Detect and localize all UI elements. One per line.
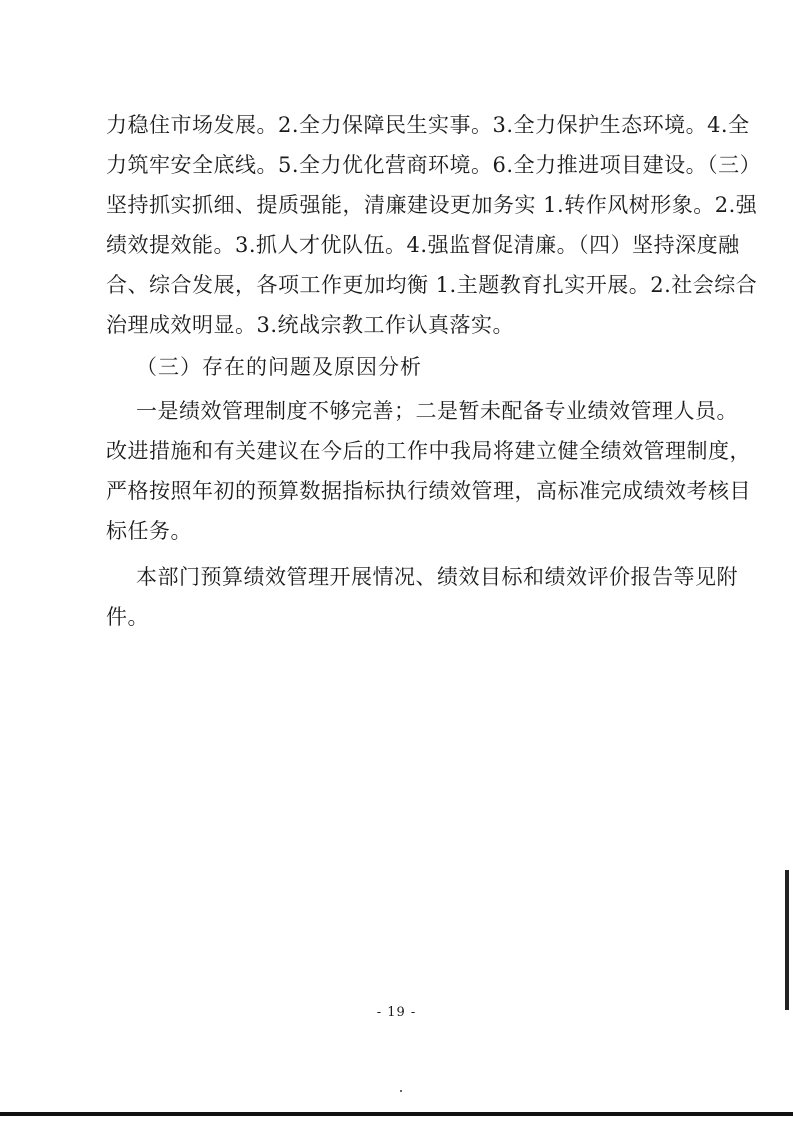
paragraph-line: 本部门预算绩效管理开展情况、绩效目标和绩效评价报告等见附 <box>136 565 738 589</box>
paragraph-line: 绩效提效能。3.抓人才优队伍。4.强监督促清廉。（四）坚持深度融 <box>106 233 740 257</box>
scan-edge-mark <box>785 870 789 1010</box>
paragraph-line: 力筑牢安全底线。5.全力优化营商环境。6.全力推进项目建设。（三） <box>106 153 762 177</box>
paragraph-line: 标任务。 <box>106 519 192 543</box>
paragraph-line: 改进措施和有关建议在今后的工作中我局将建立健全绩效管理制度， <box>106 439 751 463</box>
paragraph-line: 合、综合发展，各项工作更加均衡 1.主题教育扎实开展。2.社会综合 <box>106 273 758 297</box>
paragraph-line: 严格按照年初的预算数据指标执行绩效管理，高标准完成绩效考核目 <box>106 479 751 503</box>
scan-speck <box>400 1090 402 1092</box>
section-heading: （三）存在的问题及原因分析 <box>136 355 422 379</box>
paragraph-line: 力稳住市场发展。2.全力保障民生实事。3.全力保护生态环境。4.全 <box>106 113 750 137</box>
bottom-scan-border <box>0 1112 793 1116</box>
paragraph-line: 治理成效明显。3.统战宗教工作认真落实。 <box>106 313 515 337</box>
paragraph-line: 件。 <box>106 605 149 629</box>
paragraph-line: 一是绩效管理制度不够完善；二是暂未配备专业绩效管理人员。 <box>136 399 738 423</box>
page-number: - 19 - <box>376 1005 417 1020</box>
paragraph-line: 坚持抓实抓细、提质强能，清廉建设更加务实 1.转作风树形象。2.强 <box>106 193 758 217</box>
